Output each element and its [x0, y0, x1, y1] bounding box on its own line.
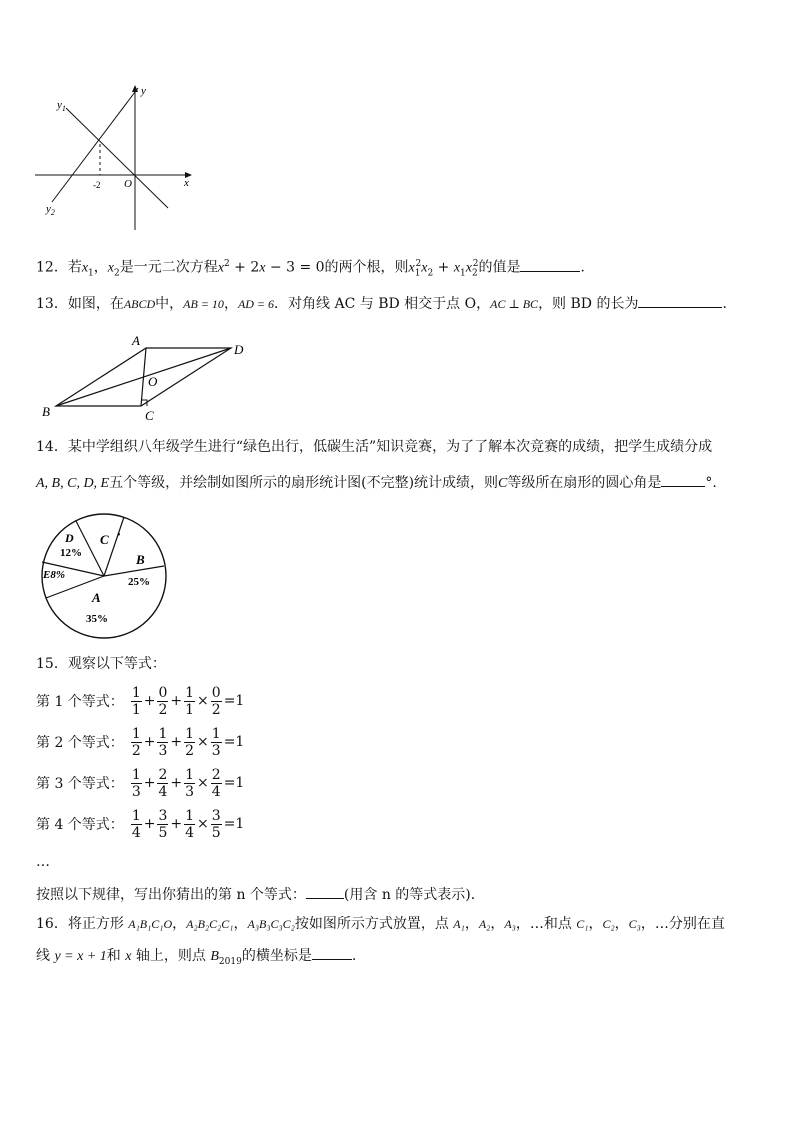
q15-equation-row — [36, 681, 245, 721]
q12-text-mid: 是一元二次方程 — [119, 259, 218, 276]
q13-ab: AB = 10 — [183, 297, 224, 311]
pie-value-D: 12% — [60, 547, 82, 559]
q15-operator: + — [143, 693, 156, 709]
q15-ellipsis — [36, 852, 50, 872]
pie-label-C: C — [100, 532, 109, 547]
q15-operator: + — [170, 693, 183, 709]
q15-numerator: 1 — [131, 725, 141, 742]
q15-numerator: 2 — [211, 766, 221, 783]
q15-fraction — [211, 767, 222, 800]
q12-eq-d: − 3 = 0 — [265, 259, 325, 276]
question-13 — [36, 293, 736, 314]
question-12 — [36, 254, 594, 283]
q14-grades: A, B, C, D, E — [36, 476, 110, 491]
q15-numerator: 1 — [185, 725, 195, 742]
q13-perp: AC ⊥ BC — [490, 297, 539, 311]
q15-equation-row — [36, 722, 245, 762]
q15-fraction — [157, 726, 168, 759]
q15-numerator: 2 — [158, 766, 168, 783]
q15-denominator: 2 — [211, 701, 221, 718]
q15-numerator: 1 — [131, 807, 141, 824]
q15-operator: + — [170, 734, 183, 750]
q12-eq-c: x — [259, 260, 266, 276]
q15-row-label: 第 1 个等式： — [36, 694, 124, 710]
q15-equation-row — [36, 763, 245, 803]
q15-denominator: 4 — [185, 824, 195, 841]
q12-x1: x — [81, 260, 89, 276]
q12-answer-blank[interactable] — [520, 257, 580, 272]
q12-tail: 的值是 — [478, 259, 521, 276]
linear-functions-graph — [30, 80, 200, 235]
line-y1 — [66, 108, 168, 208]
q15-denominator: 3 — [185, 783, 195, 800]
q12-expr-c: x — [453, 260, 461, 276]
q15-fraction — [211, 685, 222, 718]
label-tick-minus-2: -2 — [93, 180, 101, 190]
q15-operator: + — [143, 775, 156, 791]
q16-l2-c: 轴上，则点 — [131, 948, 211, 964]
q15-numerator: 1 — [131, 684, 141, 701]
q16-answer-blank[interactable] — [312, 945, 352, 960]
q15-operator: + — [170, 775, 183, 791]
q12-expr-d-sup: 2 — [472, 259, 479, 269]
q12-expr-plus: + — [433, 259, 454, 276]
q15-fraction — [211, 808, 222, 841]
label-C: C — [145, 408, 154, 423]
q12-expr-a-sub: 1 — [414, 268, 421, 279]
q15-denominator: 4 — [158, 783, 168, 800]
q15-denominator: 3 — [211, 742, 221, 759]
q12-eq-b: + 2 — [229, 259, 260, 276]
q15-numerator: 0 — [211, 684, 221, 701]
q15-denominator: 1 — [185, 701, 195, 718]
q15-equation-row — [36, 804, 245, 844]
q15-operator: × — [197, 775, 209, 791]
q15-operator: + — [143, 734, 156, 750]
q12-expr-b-sub: 2 — [427, 268, 434, 279]
q15-numerator: 1 — [211, 725, 221, 742]
q16-square-2: A₂B₂C₂C₁ — [186, 917, 234, 931]
label-origin: O — [124, 178, 132, 190]
q16-l2-d: 的横坐标是 — [241, 948, 312, 964]
q13-mid: 中， — [155, 296, 184, 312]
q15-denominator: 3 — [131, 783, 141, 800]
q16-sep-2: ， — [233, 916, 248, 932]
q16-l2-a: 线 — [36, 948, 55, 964]
q16-sep-1: ， — [172, 916, 187, 932]
q12-eq-x: x — [217, 260, 224, 276]
q14-tail: 等级所在扇形的圆心角是 — [507, 475, 662, 491]
q15-fraction — [157, 685, 168, 718]
q15-row-label: 第 2 个等式： — [36, 735, 124, 751]
q16-sep-5: ， — [588, 916, 603, 932]
q15-rule-text: 按照以下规律，写出你猜出的第 n 个等式： — [36, 887, 306, 903]
q12-expr-b: x — [421, 260, 428, 276]
q14-end: °. — [705, 475, 717, 491]
q15-row-label: 第 4 个等式： — [36, 817, 124, 833]
q14-c: C — [498, 476, 508, 491]
q12-x2: x — [107, 260, 114, 276]
parallelogram-figure — [36, 330, 256, 425]
question-14-line2 — [36, 472, 717, 494]
pie-label-D: D — [65, 531, 74, 545]
pie-label-E: E8% — [43, 569, 65, 581]
q15-fraction — [184, 726, 195, 759]
q15-fraction — [184, 808, 195, 841]
q15-denominator: 3 — [158, 742, 168, 759]
question-14-line1 — [36, 437, 712, 457]
label-A: A — [132, 333, 140, 348]
q15-numerator: 1 — [131, 766, 141, 783]
pie-value-A: 35% — [86, 613, 108, 625]
q14-mid: 五个等级，并绘制如图所示的扇形统计图(不完整)统计成绩，则 — [109, 475, 499, 491]
q16-sep-3: ， — [464, 916, 479, 932]
q15-dots: … — [36, 854, 50, 870]
q15-denominator: 5 — [158, 824, 168, 841]
q12-expr-d-sub: 2 — [471, 268, 478, 279]
q16-pt-a3: A₃ — [504, 917, 516, 931]
q15-operator: × — [197, 734, 209, 750]
q15-operator: =1 — [223, 816, 245, 832]
q15-rule-tail: (用含 n 的等式表示)． — [343, 887, 485, 903]
pie-label-B: B — [136, 552, 145, 567]
q15-fraction — [211, 726, 222, 759]
q15-row-label: 第 3 个等式： — [36, 776, 124, 792]
q12-number: 12．若 — [36, 259, 82, 276]
q15-numerator: 1 — [185, 684, 195, 701]
diagonal-bd — [56, 348, 231, 406]
q15-operator: + — [143, 816, 156, 832]
q15-fraction — [131, 808, 142, 841]
q13-shape: ABCD — [123, 297, 156, 311]
q16-l2-b: 和 — [106, 948, 126, 964]
q15-denominator: 2 — [185, 742, 195, 759]
q12-expr-a-sup: 2 — [415, 259, 422, 269]
label-y1: $y_1$ — [57, 99, 66, 113]
q16-square-3: A₃B₃C₃C₂ — [247, 917, 295, 931]
q15-rule — [36, 884, 485, 905]
q13-answer-blank[interactable] — [638, 293, 722, 308]
q15-operator: =1 — [223, 734, 245, 750]
q13-ad: AD = 6 — [237, 297, 275, 311]
q16-sep-4: ， — [490, 916, 505, 932]
q16-pt-b-sub: 2019 — [218, 956, 242, 967]
q16-l1-d: ，…分别在直 — [640, 916, 725, 932]
q12-end: ． — [580, 259, 595, 276]
q15-title-text: 15．观察以下等式： — [36, 656, 166, 672]
q14-answer-blank[interactable] — [661, 472, 705, 487]
q14-line1-text: 14．某中学组织八年级学生进行“绿色出行，低碳生活”知识竞赛，为了了解本次竞赛的成绩，把学生成绩分成 — [36, 439, 713, 455]
q16-pt-a2: A₂ — [478, 917, 491, 931]
label-D: D — [234, 342, 244, 357]
label-y-axis: y — [141, 85, 146, 97]
pie-label-A: A — [92, 590, 101, 605]
label-y2: $y_2$ — [46, 203, 55, 217]
q12-expr-d: x — [465, 260, 472, 276]
q12-sep: ， — [93, 259, 108, 276]
q12-x1-sub: 1 — [88, 268, 94, 279]
q12-expr-a: x — [408, 260, 415, 276]
q16-sep-6: ， — [614, 916, 629, 932]
q15-denominator: 5 — [211, 824, 221, 841]
q15-numerator: 1 — [158, 725, 168, 742]
q16-line-eq: y = x + 1 — [54, 949, 107, 964]
pie-value-B: 25% — [128, 576, 150, 588]
q12-text-mid2: 的两个根，则 — [324, 259, 409, 276]
q15-fraction — [184, 685, 195, 718]
q16-pt-c2: C₂ — [602, 917, 615, 931]
question-15-title — [36, 654, 166, 674]
q15-numerator: 1 — [185, 807, 195, 824]
q15-numerator: 0 — [158, 684, 168, 701]
q16-end: . — [351, 948, 357, 964]
label-B: B — [42, 404, 50, 419]
pie-chart — [36, 510, 174, 642]
q15-denominator: 4 — [211, 783, 221, 800]
q15-fraction — [184, 767, 195, 800]
q16-pt-c3: C₃ — [628, 917, 641, 931]
q12-eq-sup: 2 — [223, 259, 230, 269]
q15-operator: + — [170, 816, 183, 832]
q15-fraction — [131, 685, 142, 718]
q13-tail: ，则 BD 的长为 — [538, 296, 639, 312]
q12-expr-c-sub: 1 — [460, 268, 466, 279]
q16-pt-c1: C₁ — [576, 917, 589, 931]
pie-dot: • — [117, 530, 121, 541]
q15-operator: × — [197, 816, 209, 832]
q15-numerator: 1 — [185, 766, 195, 783]
q16-pt-b: B — [210, 949, 219, 964]
q15-fraction — [157, 808, 168, 841]
label-x-axis: x — [184, 177, 189, 189]
q12-x2-sub: 2 — [114, 268, 120, 279]
q15-answer-blank[interactable] — [306, 884, 344, 899]
question-16-line2 — [36, 945, 356, 972]
q16-pt-a1: A₁ — [453, 917, 465, 931]
label-O: O — [148, 374, 158, 389]
q15-denominator: 2 — [131, 742, 141, 759]
q16-square-1: A₁B₁C₁O — [128, 917, 173, 931]
q16-l1-a: 16．将正方形 — [36, 916, 129, 932]
q13-sep: ， — [223, 296, 238, 312]
q15-numerator: 3 — [211, 807, 221, 824]
q15-denominator: 2 — [158, 701, 168, 718]
q15-operator: =1 — [223, 775, 245, 791]
q13-mid2: ．对角线 AC 与 BD 相交于点 O， — [274, 296, 491, 312]
q16-l1-c: ，…和点 — [515, 916, 577, 932]
q16-x: x — [125, 949, 132, 964]
q13-number: 13．如图，在 — [36, 296, 124, 312]
q16-l1-b: 按如图所示方式放置，点 — [294, 916, 454, 932]
q15-numerator: 3 — [158, 807, 168, 824]
q15-denominator: 1 — [131, 701, 141, 718]
q15-fraction — [157, 767, 168, 800]
q15-operator: =1 — [223, 693, 245, 709]
q13-end: ． — [722, 296, 737, 312]
q15-fraction — [131, 726, 142, 759]
q15-operator: × — [197, 693, 209, 709]
q15-denominator: 4 — [131, 824, 141, 841]
question-16-line1 — [36, 914, 725, 934]
q15-fraction — [131, 767, 142, 800]
